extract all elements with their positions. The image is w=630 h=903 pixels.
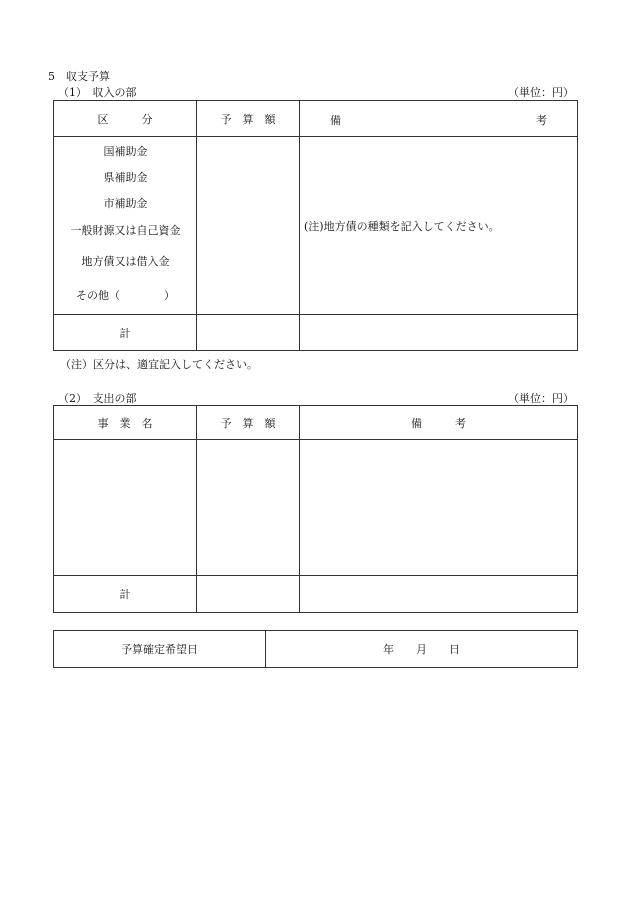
income-item: 国補助金 <box>103 145 148 158</box>
income-table <box>53 100 578 351</box>
income-footnote: （注）区分は、適宜記入してください。 <box>60 358 258 371</box>
income-total-budget-cell[interactable] <box>197 315 300 351</box>
income-header-category: 区 分 <box>54 101 197 137</box>
income-unit: （単位：円） <box>508 86 574 99</box>
expense-heading: （2） 支出の部 <box>58 392 137 405</box>
income-items-cell <box>54 137 197 315</box>
income-item: その他（ ） <box>76 289 175 302</box>
confirm-label: 予算確定希望日 <box>54 631 266 668</box>
income-header-remarks-right: 考 <box>536 114 547 127</box>
expense-header-budget: 予 算 額 <box>197 406 300 440</box>
confirm-date-field[interactable]: 年 月 日 <box>266 631 578 668</box>
income-header-budget: 予 算 額 <box>197 101 300 137</box>
income-item: 市補助金 <box>103 197 148 210</box>
income-item: 県補助金 <box>103 171 148 184</box>
income-total-label: 計 <box>54 315 197 351</box>
expense-project-cell[interactable] <box>54 440 197 576</box>
income-item: 一般財源又は自己資金 <box>70 224 181 237</box>
confirm-table <box>53 630 578 668</box>
expense-budget-cell[interactable] <box>197 440 300 576</box>
expense-total-label: 計 <box>54 576 197 613</box>
expense-remarks-cell[interactable] <box>300 440 578 576</box>
expense-table <box>53 405 578 613</box>
expense-total-budget-cell[interactable] <box>197 576 300 613</box>
expense-unit: （単位：円） <box>508 392 574 405</box>
income-budget-cell[interactable] <box>197 137 300 315</box>
expense-total-remarks-cell[interactable] <box>300 576 578 613</box>
expense-header-project: 事 業 名 <box>54 406 197 440</box>
income-header-remarks-left: 備 <box>330 114 341 127</box>
income-item: 地方債又は借入金 <box>81 255 170 268</box>
income-heading: （1） 収入の部 <box>58 86 137 99</box>
income-remarks-note: (注)地方債の種類を記入してください。 <box>300 137 578 315</box>
income-header-remarks <box>300 101 578 137</box>
expense-header-remarks: 備 考 <box>300 406 578 440</box>
section-title: 5 収支予算 <box>48 70 110 83</box>
income-total-remarks-cell[interactable] <box>300 315 578 351</box>
